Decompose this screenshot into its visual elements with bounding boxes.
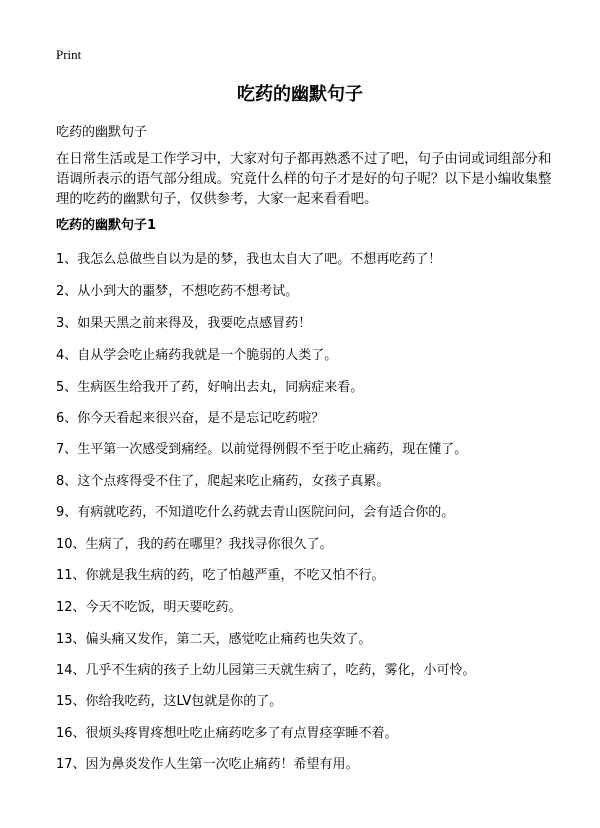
- list-item: 5、生病医生给我开了药，好响出去丸，同病症来看。: [56, 380, 364, 395]
- list-item: 14、几乎不生病的孩子上幼儿园第三天就生病了，吃药，雾化，小可怜。: [56, 663, 476, 678]
- list-item: 16、很烦头疼胃疼想吐吃止痛药吃多了有点胃痉挛睡不着。: [56, 726, 398, 741]
- list-item: 10、生病了，我的药在哪里？我找寻你很久了。: [56, 537, 333, 552]
- list-item: 11、你就是我生病的药，吃了怕越严重，不吃又怕不行。: [56, 568, 385, 583]
- list-item: 9、有病就吃药，不知道吃什么药就去青山医院问问，会有适合你的。: [56, 505, 455, 520]
- list-item: 8、这个点疼得受不住了，爬起来吃止痛药，女孩子真累。: [56, 474, 390, 489]
- list-item: 6、你今天看起来很兴奋，是不是忘记吃药啦？: [56, 411, 325, 426]
- list-item: 13、偏头痛又发作，第二天，感觉吃止痛药也失效了。: [56, 632, 372, 647]
- intro-paragraph: 在日常生活或是工作学习中，大家对句子都再熟悉不过了吧，句子由词或词组部分和语调所表示的语气部分组成。究竟什么样的句子才是好的句子呢？以下是小编收集整理的吃药的幽默句子，仅供参考，大家一起来看看吧。: [56, 152, 552, 207]
- list-item: 12、今天不吃饭，明天要吃药。: [56, 600, 242, 615]
- list-item: 4、自从学会吃止痛药我就是一个脆弱的人类了。: [56, 348, 338, 363]
- page-title: 吃药的幽默句子: [237, 84, 363, 105]
- list-item: 7、生平第一次感受到痛经。以前觉得例假不至于吃止痛药，现在懂了。: [56, 442, 468, 457]
- list-item: 15、你给我吃药，这LV包就是你的了。: [56, 694, 283, 709]
- section-heading: 吃药的幽默句子1: [56, 218, 157, 233]
- list-item: 2、从小到大的噩梦，不想吃药不想考试。: [56, 284, 299, 299]
- list-item: 1、我怎么总做些自以为是的梦，我也太自大了吧。不想再吃药了！: [56, 252, 442, 267]
- page-subtitle: 吃药的幽默句子: [56, 125, 148, 140]
- list-item: 3、如果天黑之前来得及，我要吃点感冒药！: [56, 316, 312, 331]
- list-item: 17、因为鼻炎发作人生第一次吃止痛药！希望有用。: [56, 757, 359, 772]
- print-label: Print: [56, 47, 82, 62]
